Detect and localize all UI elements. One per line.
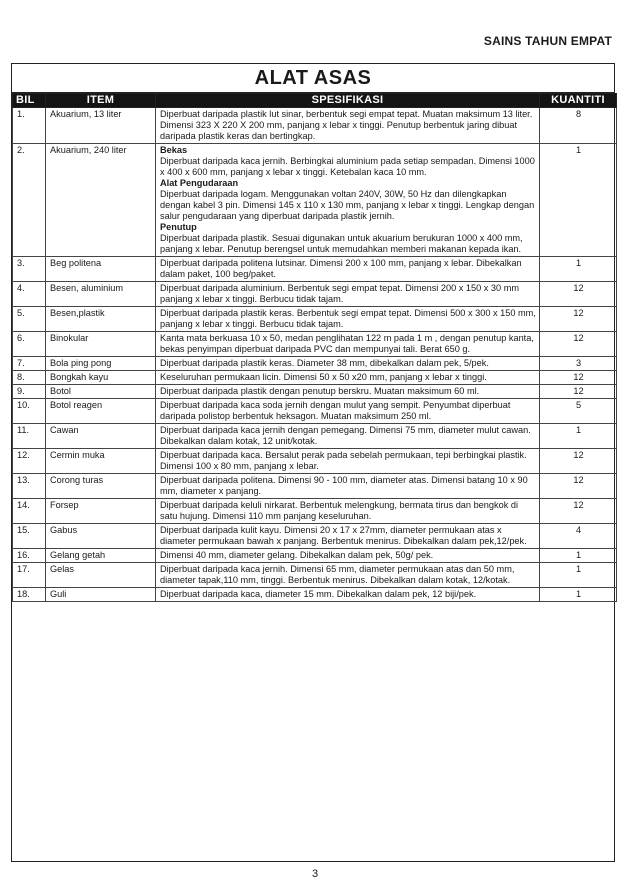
- item-name: Botol: [46, 385, 156, 399]
- table-row: [13, 424, 617, 449]
- page-number: 3: [312, 868, 319, 880]
- item-name: Guli: [46, 588, 156, 602]
- quantity: 12: [540, 371, 617, 385]
- quantity: 12: [540, 307, 617, 332]
- quantity: 1: [540, 257, 617, 282]
- equipment-table-frame: [11, 63, 615, 862]
- table-row: [13, 144, 617, 257]
- quantity: 8: [540, 108, 617, 144]
- quantity: 1: [540, 144, 617, 257]
- table-row: [13, 524, 617, 549]
- row-number: 5.: [13, 307, 46, 332]
- row-number: 14.: [13, 499, 46, 524]
- specification-text: Diperbuat daripada politena lutsinar. Dimensi 200 x 100 mm, panjang x lebar. Dibekalkan dalam paket, 100 beg/paket.: [156, 257, 540, 282]
- specification-text: Dimensi 40 mm, diameter gelang. Dibekalkan dalam pek, 50g/ pek.: [156, 549, 540, 563]
- table-row: [13, 449, 617, 474]
- quantity: 12: [540, 499, 617, 524]
- item-name: Akuarium, 13 liter: [46, 108, 156, 144]
- column-header-item: ITEM: [46, 94, 156, 108]
- row-number: 15.: [13, 524, 46, 549]
- table-body: [13, 108, 617, 602]
- item-name: Bola ping pong: [46, 357, 156, 371]
- row-number: 1.: [13, 108, 46, 144]
- item-name: Besen,plastik: [46, 307, 156, 332]
- specification-text: Diperbuat daripada kaca jernih. Dimensi 65 mm, diameter permukaan atas dan 50 mm, diameter tapak,110 mm, tinggi. Berbentuk menirus. Dibekalkan dalam kotak, 12/kotak.: [156, 563, 540, 588]
- spec-text: Diperbuat daripada plastik. Sesuai digunakan untuk akuarium berukuran 1000 x 400 mm, panjang x lebar. Penutup berengsel untuk memudahkan memberi makanan kepada ikan.: [160, 233, 523, 254]
- table-row: [13, 332, 617, 357]
- table-header-row: [13, 94, 617, 108]
- specification-text: Diperbuat daripada plastik keras. Diameter 38 mm, dibekalkan dalam pek, 5/pek.: [156, 357, 540, 371]
- table-row: [13, 588, 617, 602]
- quantity: 1: [540, 549, 617, 563]
- table-row: [13, 549, 617, 563]
- row-number: 8.: [13, 371, 46, 385]
- row-number: 7.: [13, 357, 46, 371]
- column-header-bil: BIL: [13, 94, 46, 108]
- row-number: 11.: [13, 424, 46, 449]
- quantity: 12: [540, 474, 617, 499]
- item-name: Forsep: [46, 499, 156, 524]
- item-name: Gabus: [46, 524, 156, 549]
- row-number: 6.: [13, 332, 46, 357]
- row-number: 17.: [13, 563, 46, 588]
- spec-text: Diperbuat daripada kaca jernih. Berbingkai aluminium pada setiap sempadan. Dimensi 1000 x 400 x 600 mm, panjang x lebar x tinggi. Ketebalan kaca 10 mm.: [160, 156, 535, 177]
- spec-subheading: Alat Pengudaraan: [160, 178, 239, 188]
- item-name: Gelang getah: [46, 549, 156, 563]
- table-row: [13, 357, 617, 371]
- quantity: 1: [540, 588, 617, 602]
- row-number: 9.: [13, 385, 46, 399]
- specification-text: Diperbuat daripada kaca, diameter 15 mm. Dibekalkan dalam pek, 12 biji/pek.: [156, 588, 540, 602]
- specification-text: Diperbuat daripada keluli nirkarat. Berbentuk melengkung, bermata tirus dan bengkok di satu hujung. Dimensi 110 mm panjang keseluruhan.: [156, 499, 540, 524]
- column-header-qty: KUANTITI: [540, 94, 617, 108]
- row-number: 4.: [13, 282, 46, 307]
- item-name: Cawan: [46, 424, 156, 449]
- quantity: 5: [540, 399, 617, 424]
- spec-subheading: Bekas: [160, 145, 188, 155]
- table-row: [13, 499, 617, 524]
- specification-text: Diperbuat daripada plastik dengan penutup berskru. Muatan maksimum 60 ml.: [156, 385, 540, 399]
- specification-text: Diperbuat daripada politena. Dimensi 90 - 100 mm, diameter atas. Dimensi batang 10 x 90 mm, diameter x panjang.: [156, 474, 540, 499]
- column-header-spec: SPESIFIKASI: [156, 94, 540, 108]
- item-name: Bongkah kayu: [46, 371, 156, 385]
- table-row: [13, 307, 617, 332]
- item-name: Botol reagen: [46, 399, 156, 424]
- row-number: 13.: [13, 474, 46, 499]
- row-number: 18.: [13, 588, 46, 602]
- quantity: 12: [540, 332, 617, 357]
- item-name: Cermin muka: [46, 449, 156, 474]
- row-number: 10.: [13, 399, 46, 424]
- specification-text: Diperbuat daripada kaca soda jernih dengan mulut yang sempit. Penyumbat diperbuat daripada polistop berbentuk heksagon. Muatan maksimum 250 ml.: [156, 399, 540, 424]
- specification-text: Diperbuat daripada plastik keras. Berbentuk segi empat tepat. Dimensi 500 x 300 x 150 mm, panjang x lebar x tinggi. Berbucu tidak tajam.: [156, 307, 540, 332]
- quantity: 1: [540, 563, 617, 588]
- item-name: Akuarium, 240 liter: [46, 144, 156, 257]
- specification-text: Diperbuat daripada plastik lut sinar, berbentuk segi empat tepat. Muatan maksimum 13 liter. Dimensi 323 X 220 X 200 mm, panjang x lebar x tinggi. Penutup berbentuk jaring dibuat daripada plastik keras dan bertingkap.: [156, 108, 540, 144]
- specification-text: Diperbuat daripada kaca jernih dengan pemegang. Dimensi 75 mm, diameter mulut cawan. Dibekalkan dalam kotak, 12 unit/kotak.: [156, 424, 540, 449]
- running-header-title: SAINS TAHUN EMPAT: [483, 34, 612, 48]
- item-name: Binokular: [46, 332, 156, 357]
- row-number: 2.: [13, 144, 46, 257]
- quantity: 4: [540, 524, 617, 549]
- table-row: [13, 474, 617, 499]
- quantity: 12: [540, 385, 617, 399]
- specification-text: Keseluruhan permukaan licin. Dimensi 50 x 50 x20 mm, panjang x lebar x tinggi.: [156, 371, 540, 385]
- table-row: [13, 385, 617, 399]
- spec-subheading: Penutup: [160, 222, 197, 232]
- row-number: 12.: [13, 449, 46, 474]
- table-row: [13, 257, 617, 282]
- table-row: [13, 282, 617, 307]
- item-name: Beg politena: [46, 257, 156, 282]
- document-title: ALAT ASAS: [12, 64, 614, 93]
- table-row: [13, 108, 617, 144]
- quantity: 12: [540, 282, 617, 307]
- equipment-table: [12, 93, 617, 602]
- table-row: [13, 563, 617, 588]
- specification-text: Diperbuat daripada kaca. Bersalut perak pada sebelah permukaan, tepi berbingkai plastik. Dimensi 100 x 80 mm, panjang x lebar.: [156, 449, 540, 474]
- specification-cell: [156, 144, 540, 257]
- item-name: Corong turas: [46, 474, 156, 499]
- quantity: 1: [540, 424, 617, 449]
- spec-text: Diperbuat daripada logam. Menggunakan voltan 240V, 30W, 50 Hz dan dilengkapkan dengan kabel 3 pin. Dimensi 145 x 110 x 130 mm, panjang x lebar x tinggi. Lengkap dengan salur pengudaraan yang diperbuat daripada plastik jernih.: [160, 189, 535, 221]
- item-name: Besen, aluminium: [46, 282, 156, 307]
- row-number: 3.: [13, 257, 46, 282]
- specification-text: Kanta mata berkuasa 10 x 50, medan penglihatan 122 m pada 1 m , dengan penutup kanta, bekas penyimpan diperbuat daripada PVC dan mempunyai tali. Berat 650 g.: [156, 332, 540, 357]
- quantity: 3: [540, 357, 617, 371]
- table-row: [13, 371, 617, 385]
- specification-text: Diperbuat daripada kulit kayu. Dimensi 20 x 17 x 27mm, diameter permukaan atas x diameter permukaan bawah x panjang. Berbentuk menirus. Dibekalkan dalam pek,12/pek.: [156, 524, 540, 549]
- specification-text: Diperbuat daripada aluminium. Berbentuk segi empat tepat. Dimensi 200 x 150 x 30 mm panjang x lebar x tinggi. Berbucu tidak tajam.: [156, 282, 540, 307]
- table-row: [13, 399, 617, 424]
- row-number: 16.: [13, 549, 46, 563]
- quantity: 12: [540, 449, 617, 474]
- item-name: Gelas: [46, 563, 156, 588]
